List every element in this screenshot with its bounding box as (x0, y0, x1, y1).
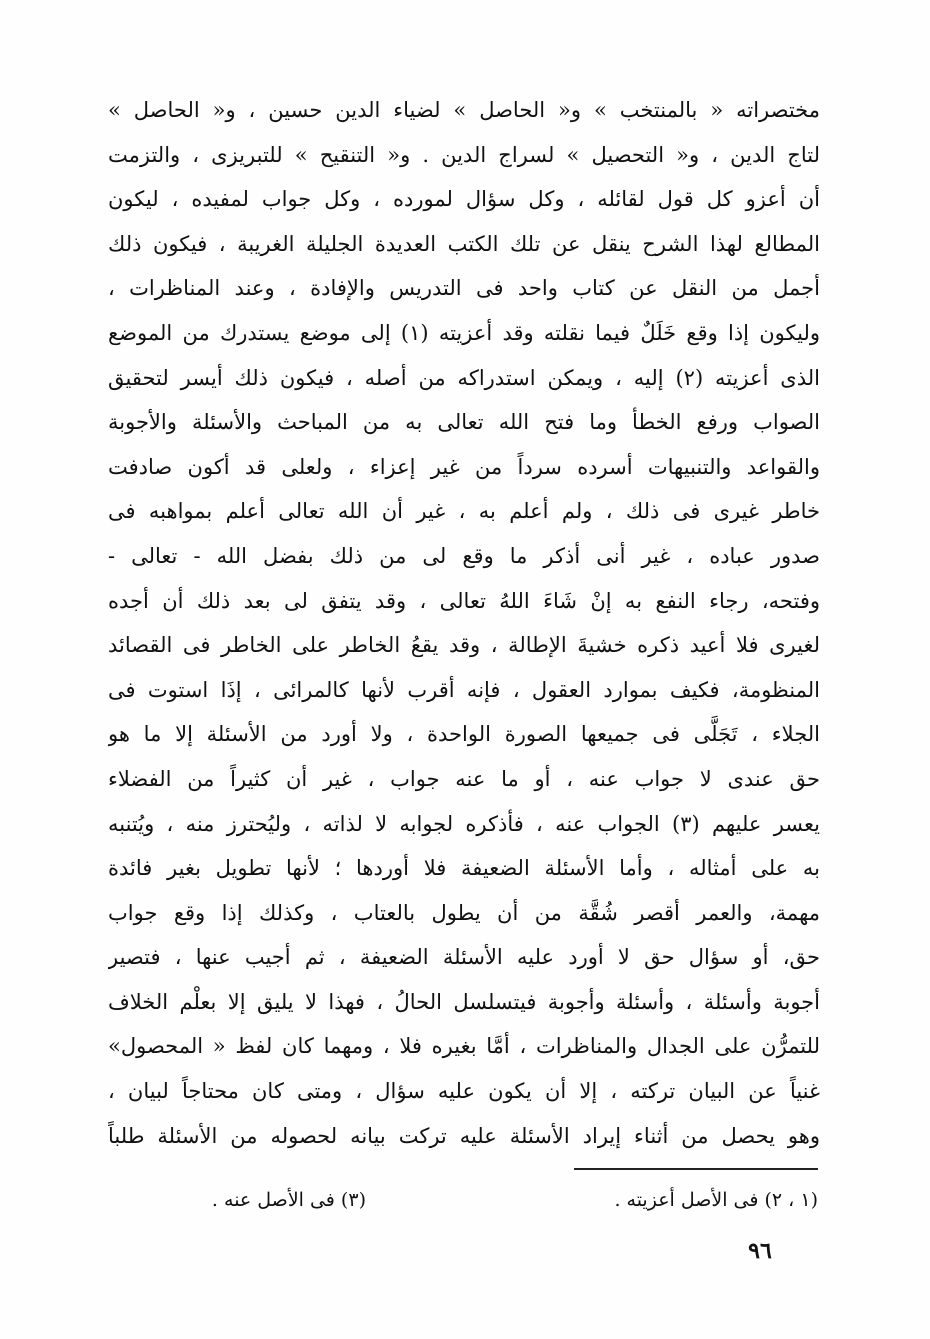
footnotes (180, 1184, 818, 1216)
text-line: حق عندى لا جواب عنه ، أو ما عنه جواب ، غير أن كثيراً من الفضلاء (108, 766, 820, 791)
text-line: الصواب ورفع الخطأ وما فتح الله تعالى به من المباحث والأسئلة والأجوبة (108, 410, 820, 435)
text-line: أجمل من النقل عن كتاب واحد فى التدريس والإفادة ، وعند المناظرات ، (108, 276, 820, 301)
footnote-2: (٣) فى الأصل عنه . (211, 1189, 366, 1211)
text-line: المنظومة، فكيف بموارد العقول ، فإنه أقرب لأنها كالمرائى ، إذَا استوت فى (108, 677, 820, 702)
text-line: أن أعزو كل قول لقائله ، وكل سؤال لمورده ، وكل جواب لمفيده ، ليكون (108, 187, 820, 212)
text-line: مهمة، والعمر أقصر شُقَّة من أن يطول بالعتاب ، وكذلك إذا وقع جواب (108, 900, 820, 925)
text-line: مختصراته « بالمنتخب » و« الحاصل » لضياء الدين حسين ، و« الحاصل » (108, 98, 820, 122)
text-line: والقواعد والتنبيهات أسرده سرداً من غير إعزاء ، ولعلى قد أكون صادفت (108, 454, 820, 479)
page-number: ٩٦ (748, 1238, 772, 1264)
text-line: للتمرُّن على الجدال والمناظرات ، أمَّا بغيره فلا ، ومهما كان لفظ « المحصول» (108, 1034, 820, 1059)
text-line: لغيرى فلا أعيد ذكره خشيةَ الإطالة ، وقد يقعُ الخاطر على الخاطر فى القصائد (108, 633, 820, 658)
text-line: يعسر عليهم (٣) الجواب عنه ، فأذكره لجوابه لا لذاته ، وليُحترز منه ، ويُتنبه (108, 811, 820, 836)
text-line: المطالع لهذا الشرح ينقل عن تلك الكتب العديدة الجليلة الغريبة ، فيكون ذلك (108, 231, 820, 256)
text-line: لتاج الدين ، و« التحصيل » لسراج الدين . و« التنقيح » للتبريزى ، والتزمت (108, 142, 820, 167)
body-text (108, 88, 820, 1158)
text-line: به على أمثاله ، وأما الأسئلة الضعيفة فلا أوردها ؛ لأنها تطويل بغير فائدة (108, 856, 820, 881)
text-line: وفتحه، رجاء النفع به إنْ شَاءَ اللهُ تعالى ، وقد يتفق لى بعد ذلك أن أجده (108, 588, 820, 613)
text-line: وليكون إذا وقع خَلَلٌ فيما نقلته وقد أعزيته (١) إلى موضع يستدرك من الموضع (108, 320, 820, 345)
text-line: حق، أو سؤال حق لا أورد عليه الأسئلة الضعيفة ، ثم أجيب عنها ، فتصير (108, 945, 820, 970)
text-line: أجوبة وأسئلة ، وأسئلة وأجوبة فيتسلسل الحالُ ، فهذا لا يليق إلا بعلْم الخلاف (108, 989, 820, 1014)
text-line: الجلاء ، تَجَلَّى فى جميعها الصورة الواحدة ، ولا أورد من الأسئلة إلا ما هو (108, 722, 820, 747)
text-line: الذى أعزيته (٢) إليه ، ويمكن استدراكه من أصله ، فيكون ذلك أيسر لتحقيق (108, 365, 820, 390)
text-line: وهو يحصل من أثناء إيراد الأسئلة عليه تركت بيانه لحصوله من الأسئلة طلباً (108, 1123, 820, 1148)
text-line: صدور عباده ، غير أنى أذكر ما وقع لى من ذلك بفضل الله - تعالى - (108, 543, 820, 568)
footnote-separator (574, 1168, 818, 1170)
footnote-1: (١ ، ٢) فى الأصل أعزيته . (614, 1189, 818, 1211)
text-line: خاطر غيرى فى ذلك ، ولم أعلم به ، غير أن الله تعالى أعلم بمواهبه فى (108, 499, 820, 524)
text-line: غنياً عن البيان تركته ، إلا أن يكون عليه سؤال ، ومتى كان محتاجاً لبيان ، (108, 1079, 820, 1104)
